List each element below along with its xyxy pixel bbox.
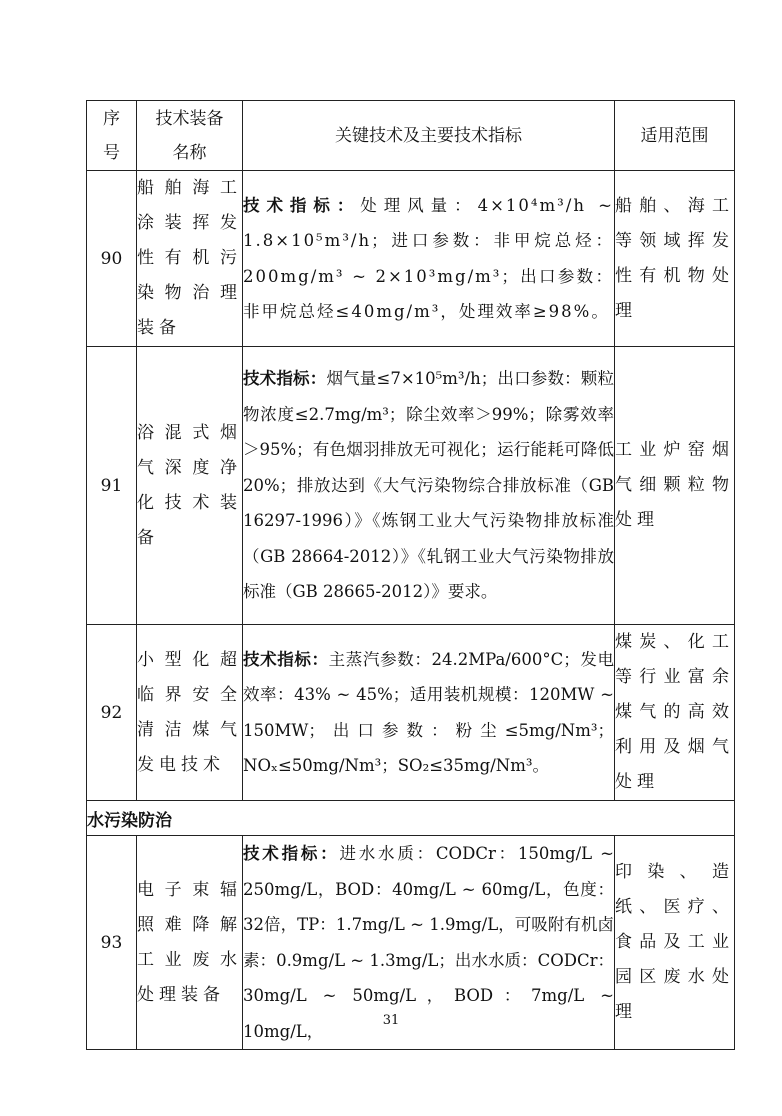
equipment-table: [86, 100, 735, 1050]
section-row: [87, 801, 735, 836]
row-scope: 工业炉窑烟气细颗粒物处理: [615, 347, 735, 625]
row-name: 电子束辐照难降解工业废水处理装备: [137, 836, 243, 1050]
spec-text: 处理风量：4×10⁴m³/h ~ 1.8×10⁵m³/h；进口参数：非甲烷总烃：200mg/m³ ~ 2×10³mg/m³；出口参数：非甲烷总烃≤40mg/m³，处理效率≥98%。: [243, 195, 614, 321]
row-spec: [243, 625, 615, 801]
spec-text: 烟气量≤7×10⁵m³/h；出口参数：颗粒物浓度≤2.7mg/m³；除尘效率＞99%；除雾效率＞95%；有色烟羽排放无可视化；运行能耗可降低20%；排放达到《大气污染物综合排放标准（GB 16297-1996）》《炼钢工业大气污染物排放标准（GB 28664-2012）》《轧钢工业大气污染物排放标准（GB 28665-2012）》要求。: [243, 369, 614, 602]
row-name: 小型化超临界安全清洁煤气发电技术: [137, 625, 243, 801]
header-name: 技术装备名称: [137, 101, 243, 171]
row-no: 92: [87, 625, 137, 801]
spec-label: 技术指标：: [243, 649, 329, 669]
spec-label: 技术指标：: [243, 369, 327, 389]
spec-text: 主蒸汽参数：24.2MPa/600°C；发电效率：43% ~ 45%；适用装机规模：120MW ~ 150MW；出口参数：粉尘≤5mg/Nm³；NOₓ≤50mg/Nm³；SO₂≤35mg/Nm³。: [243, 649, 614, 775]
row-no: 91: [87, 347, 137, 625]
table-row: [87, 625, 735, 801]
spec-text: 进水水质：CODCr：150mg/L ~ 250mg/L，BOD：40mg/L ~ 60mg/L，色度：32倍，TP：1.7mg/L ~ 1.9mg/L，可吸附有机卤素：0.9mg/L ~ 1.3mg/L；出水水质：CODCr：30mg/L ~ 50mg/L，BOD：7mg/L ~ 10mg/L，: [243, 844, 614, 1041]
spec-label: 技术指标：: [243, 195, 361, 215]
row-spec: [243, 171, 615, 347]
table-row: [87, 347, 735, 625]
row-scope: 煤炭、化工等行业富余煤气的高效利用及烟气处理: [615, 625, 735, 801]
page-number: 31: [382, 1013, 400, 1028]
row-no: 93: [87, 836, 137, 1050]
row-name: 浴混式烟气深度净化技术装备: [137, 347, 243, 625]
row-spec: [243, 347, 615, 625]
row-name: 船舶海工涂装挥发性有机污染物治理装备: [137, 171, 243, 347]
row-scope: 船舶、海工等领域挥发性有机物处理: [615, 171, 735, 347]
header-scope: 适用范围: [615, 101, 735, 171]
section-title: 水污染防治: [87, 801, 735, 836]
header-spec: 关键技术及主要技术指标: [243, 101, 615, 171]
row-no: 90: [87, 171, 137, 347]
spec-label: 技术指标：: [243, 844, 340, 863]
table-header-row: [87, 101, 735, 171]
table-row: [87, 171, 735, 347]
header-no: 序号: [87, 101, 137, 171]
row-scope: 印染、造纸、医疗、食品及工业园区废水处理: [615, 836, 735, 1050]
